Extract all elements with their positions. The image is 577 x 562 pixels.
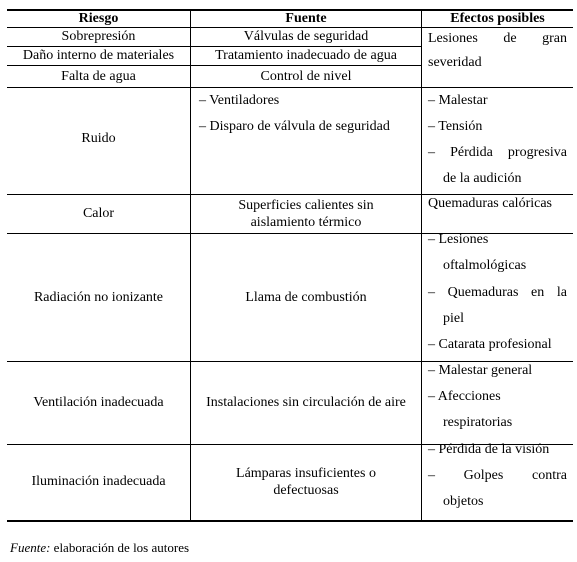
- list-item: – Disparo de válvula de seguridad: [199, 119, 390, 134]
- list-item: – Quemaduras en la: [428, 285, 567, 300]
- footnote-label: Fuente:: [10, 540, 51, 555]
- cell-riesgo: Radiación no ionizante: [33, 290, 164, 305]
- cell-efectos-merged-line2: severidad: [428, 55, 482, 70]
- list-item: – Lesiones: [428, 232, 489, 247]
- cell-riesgo: Iluminación inadecuada: [31, 474, 166, 489]
- cell-riesgo: Daño interno de materiales: [22, 48, 175, 63]
- cell-fuente: Instalaciones sin circulación de aire: [206, 395, 406, 410]
- row-divider: [7, 87, 573, 88]
- list-item: objetos: [443, 494, 484, 509]
- cell-riesgo: Ruido: [81, 131, 116, 146]
- list-item: – Golpes contra: [428, 468, 567, 483]
- list-item: – Tensión: [428, 119, 483, 134]
- cell-fuente-line2: aislamiento térmico: [250, 215, 362, 230]
- cell-riesgo: Calor: [82, 206, 115, 221]
- list-item: – Catarata profesional: [428, 337, 552, 352]
- list-item: – Ventiladores: [199, 93, 280, 108]
- list-item: – Malestar: [428, 93, 488, 108]
- cell-efectos: Quemaduras calóricas: [428, 196, 552, 211]
- footnote-text: elaboración de los autores: [53, 540, 190, 555]
- cell-fuente-line1: Lámparas insuficientes o: [236, 466, 376, 481]
- cell-fuente: Control de nivel: [260, 69, 352, 84]
- list-item: – Malestar general: [428, 363, 533, 378]
- row-divider: [7, 65, 422, 66]
- cell-fuente-line1: Superficies calientes sin: [238, 198, 374, 213]
- header-fuente: Fuente: [285, 11, 327, 26]
- cell-fuente: Llama de combustión: [245, 290, 367, 305]
- header-efectos: Efectos posibles: [450, 11, 545, 26]
- list-item: – Pérdida de la visión: [428, 442, 550, 457]
- cell-riesgo: Falta de agua: [61, 69, 136, 84]
- risk-table: [7, 9, 573, 522]
- column-divider: [421, 9, 422, 522]
- table-bottom-border: [7, 520, 573, 522]
- cell-fuente: Válvulas de seguridad: [243, 29, 369, 44]
- cell-riesgo: Ventilación inadecuada: [33, 395, 164, 410]
- list-item: oftalmológicas: [443, 258, 527, 273]
- list-item: – Pérdida progresiva: [428, 145, 567, 160]
- table-footnote: [10, 540, 189, 556]
- cell-fuente: Tratamiento inadecuado de agua: [215, 48, 397, 63]
- cell-efectos-merged-line1: Lesiones de gran: [428, 31, 567, 46]
- header-riesgo: Riesgo: [78, 11, 119, 26]
- list-item: respiratorias: [443, 415, 513, 430]
- cell-fuente-line2: defectuosas: [273, 483, 339, 498]
- cell-riesgo: Sobrepresión: [61, 29, 136, 44]
- list-item: de la audición: [443, 171, 522, 186]
- list-item: – Afecciones: [428, 389, 501, 404]
- list-item: piel: [443, 311, 464, 326]
